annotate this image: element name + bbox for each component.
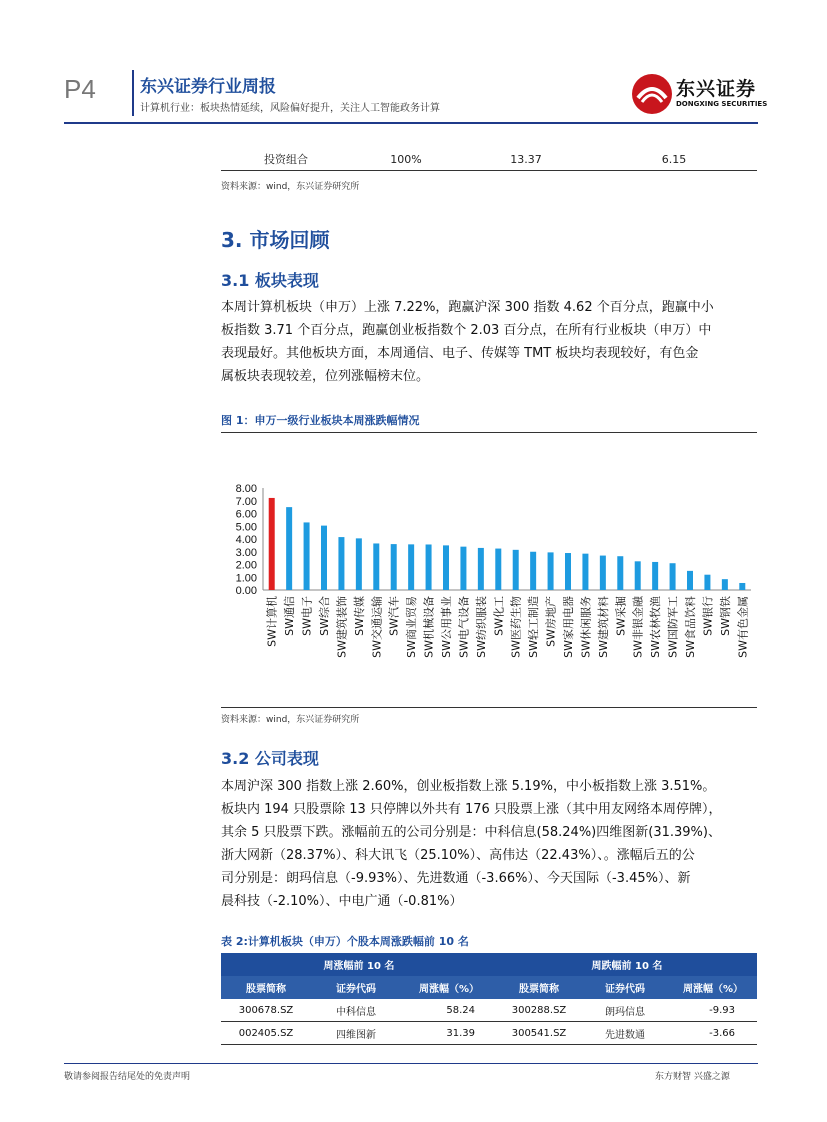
subsection-heading-sector: 3.1 板块表现 — [221, 271, 319, 290]
bar — [269, 498, 275, 590]
bar — [426, 544, 432, 590]
bar — [321, 526, 327, 590]
sector-paragraph — [221, 296, 757, 388]
column-header: 证券代码 — [605, 984, 645, 995]
column-header: 周涨幅（%） — [418, 984, 480, 995]
portfolio-value-2: 6.15 — [661, 152, 687, 166]
bar — [600, 556, 606, 590]
portfolio-value-1: 13.37 — [510, 152, 542, 166]
x-tick-label: SW采掘 — [614, 596, 628, 636]
bar — [582, 554, 588, 590]
table-cell: 300288.SZ — [511, 1004, 567, 1016]
x-tick-label: SW医药生物 — [509, 596, 523, 658]
header-divider — [132, 70, 134, 116]
bar — [652, 562, 658, 590]
table-cell: 31.39 — [446, 1027, 475, 1039]
table-cell: 58.24 — [446, 1004, 475, 1016]
portfolio-label: 投资组合 — [264, 153, 308, 166]
x-tick-label: SW综合 — [318, 596, 331, 636]
x-tick-label: SW交通运输 — [370, 596, 384, 658]
bar — [356, 538, 362, 590]
x-tick-label: SW汽车 — [387, 596, 401, 636]
figure-source: 资料来源：wind，东兴证券研究所 — [221, 715, 360, 725]
header-rule — [64, 122, 758, 124]
x-tick-label: SW农林牧渔 — [649, 596, 663, 658]
x-tick-label: SW公用事业 — [440, 596, 453, 658]
y-tick-label: 2.00 — [235, 559, 257, 572]
bar — [687, 571, 693, 590]
paragraph-line: 板块内 194 只股票除 13 只停牌以外共有 176 只股票上涨（其中用友网络本周停牌）， — [221, 802, 722, 817]
y-tick-label: 1.00 — [235, 572, 257, 585]
y-tick-label: 4.00 — [235, 534, 257, 546]
bar — [722, 579, 728, 590]
bar — [373, 543, 379, 590]
x-tick-label: SW建筑装饰 — [335, 596, 349, 658]
y-tick-label: 8.00 — [235, 483, 257, 495]
table-rule — [221, 170, 757, 171]
table-row — [221, 148, 757, 170]
bar — [635, 561, 641, 590]
group-up-label: 周涨幅前 10 名 — [323, 961, 395, 972]
table-cell: 四维图新 — [336, 1029, 376, 1041]
figure-rule-top — [221, 432, 757, 433]
x-tick-label: SW休闲服务 — [579, 596, 593, 658]
x-tick-label: SW纺织服装 — [474, 596, 488, 658]
group-down-label: 周跌幅前 10 名 — [591, 961, 663, 972]
y-tick-label: 6.00 — [235, 508, 257, 521]
paragraph-line: 浙大网新（28.37%）、科大讯飞（25.10%）、高伟达（22.43%）、。涨幅后五的公 — [221, 848, 695, 863]
table-cell: 300678.SZ — [238, 1004, 294, 1016]
x-tick-label: SW国防军工 — [666, 596, 680, 658]
footer-disclaimer: 敬请参阅报告结尾处的免责声明 — [64, 1072, 191, 1082]
bar — [670, 563, 676, 590]
page-number: P4 — [64, 74, 96, 104]
bar — [513, 550, 519, 590]
top10-table — [221, 953, 757, 1045]
y-tick-label: 3.00 — [235, 546, 257, 559]
portfolio-table — [221, 148, 757, 171]
company-paragraph — [221, 775, 757, 913]
x-tick-label: SW银行 — [701, 596, 715, 636]
logo-emblem-icon — [630, 72, 674, 116]
column-header: 周涨幅（%） — [682, 984, 744, 995]
report-subtitle: 计算机行业：板块热情延续，风险偏好提升，关注人工智能政务计算 — [140, 103, 440, 114]
x-tick-label: SW家用电器 — [562, 596, 575, 658]
x-tick-label: SW化工 — [492, 596, 506, 636]
x-tick-label: SW非银金融 — [631, 596, 645, 658]
bar — [338, 537, 344, 590]
figure-title: 图 1：申万一级行业板块本周涨跌幅情况 — [221, 414, 420, 427]
paragraph-line: 本周沪深 300 指数上涨 2.60%，创业板指数上涨 5.19%，中小板指数上涨 3.51%。 — [221, 779, 716, 794]
sector-bar-chart — [221, 474, 757, 704]
table-title: 表 2:计算机板块（申万）个股本周涨跌幅前 10 名 — [221, 935, 469, 948]
bar — [408, 544, 414, 590]
x-tick-label: SW计算机 — [265, 596, 279, 647]
table-group-header — [221, 953, 757, 976]
x-tick-label: SW有色金属 — [736, 596, 750, 658]
paragraph-line: 表现最好。其他板块方面，本周通信、电子、传媒等 TMT 板块均表现较好，有色金 — [221, 346, 699, 361]
paragraph-line: 属板块表现较差，位列涨幅榜末位。 — [221, 369, 430, 384]
x-tick-label: SW食品饮料 — [684, 596, 697, 658]
table-cell: 002405.SZ — [238, 1027, 294, 1039]
x-tick-label: SW电气设备 — [457, 596, 471, 658]
column-header: 股票简称 — [246, 984, 286, 995]
bar — [304, 522, 310, 590]
company-logo — [630, 72, 770, 116]
bar — [286, 507, 292, 590]
bar — [617, 556, 623, 590]
bar — [565, 553, 571, 590]
y-tick-label: 0.00 — [235, 585, 257, 597]
table-cell: -9.93 — [709, 1004, 735, 1016]
table-cell: 先进数通 — [605, 1029, 645, 1041]
bar — [443, 545, 449, 590]
table-row — [221, 999, 757, 1022]
bar — [391, 544, 397, 590]
table-column-header — [221, 976, 757, 999]
figure-rule-bottom — [221, 707, 757, 708]
table-cell: -3.66 — [709, 1027, 735, 1039]
paragraph-line: 司分别是：朗玛信息（-9.93%）、先进数通（-3.66%）、今天国际（-3.45%）、新 — [221, 871, 691, 886]
report-title: 东兴证券行业周报 — [140, 77, 276, 97]
x-tick-label: SW机械设备 — [422, 596, 436, 658]
table-cell: 中科信息 — [336, 1006, 376, 1018]
table-cell: 朗玛信息 — [605, 1006, 645, 1018]
paragraph-line: 板指数 3.71 个百分点，跑赢创业板指数个 2.03 百分点，在所有行业板块（申万）中 — [221, 323, 712, 338]
source-note: 资料来源：wind，东兴证券研究所 — [221, 182, 360, 192]
footer-rule — [64, 1063, 758, 1064]
bar — [548, 552, 554, 590]
bar — [530, 552, 536, 590]
bar — [478, 548, 484, 590]
x-tick-label: SW通信 — [283, 596, 297, 636]
x-tick-label: SW轻工制造 — [527, 596, 541, 658]
logo-text-en: DONGXING SECURITIES — [676, 100, 768, 108]
x-tick-label: SW传媒 — [352, 596, 366, 636]
y-tick-label: 7.00 — [235, 495, 257, 508]
paragraph-line: 其余 5 只股票下跌。涨幅前五的公司分别是：中科信息(58.24%)四维图新(31.39%)、 — [221, 825, 721, 840]
y-tick-label: 5.00 — [235, 521, 257, 534]
column-header: 证券代码 — [336, 984, 376, 995]
x-tick-label: SW房地产 — [544, 596, 558, 647]
x-tick-label: SW钢铁 — [718, 596, 732, 636]
table-row — [221, 1022, 757, 1045]
x-tick-label: SW建筑材料 — [596, 596, 610, 658]
logo-text-cn: 东兴证券 — [676, 78, 757, 100]
paragraph-line: 晨科技（-2.10%）、中电广通（-0.81%） — [221, 894, 463, 909]
bar — [460, 547, 466, 590]
bar — [739, 583, 745, 590]
footer-slogan: 东方财智 兴盛之源 — [655, 1072, 730, 1082]
paragraph-line: 本周计算机板块（申万）上涨 7.22%，跑赢沪深 300 指数 4.62 个百分点，跑赢中小 — [221, 300, 714, 315]
x-tick-label: SW电子 — [300, 596, 314, 636]
x-tick-label: SW商业贸易 — [405, 596, 419, 658]
subsection-heading-company: 3.2 公司表现 — [221, 749, 319, 768]
bar — [495, 549, 501, 590]
portfolio-weight: 100% — [390, 152, 422, 166]
column-header: 股票简称 — [519, 984, 559, 995]
section-heading: 3. 市场回顾 — [221, 228, 330, 252]
table-cell: 300541.SZ — [511, 1027, 567, 1039]
bar — [704, 575, 710, 590]
